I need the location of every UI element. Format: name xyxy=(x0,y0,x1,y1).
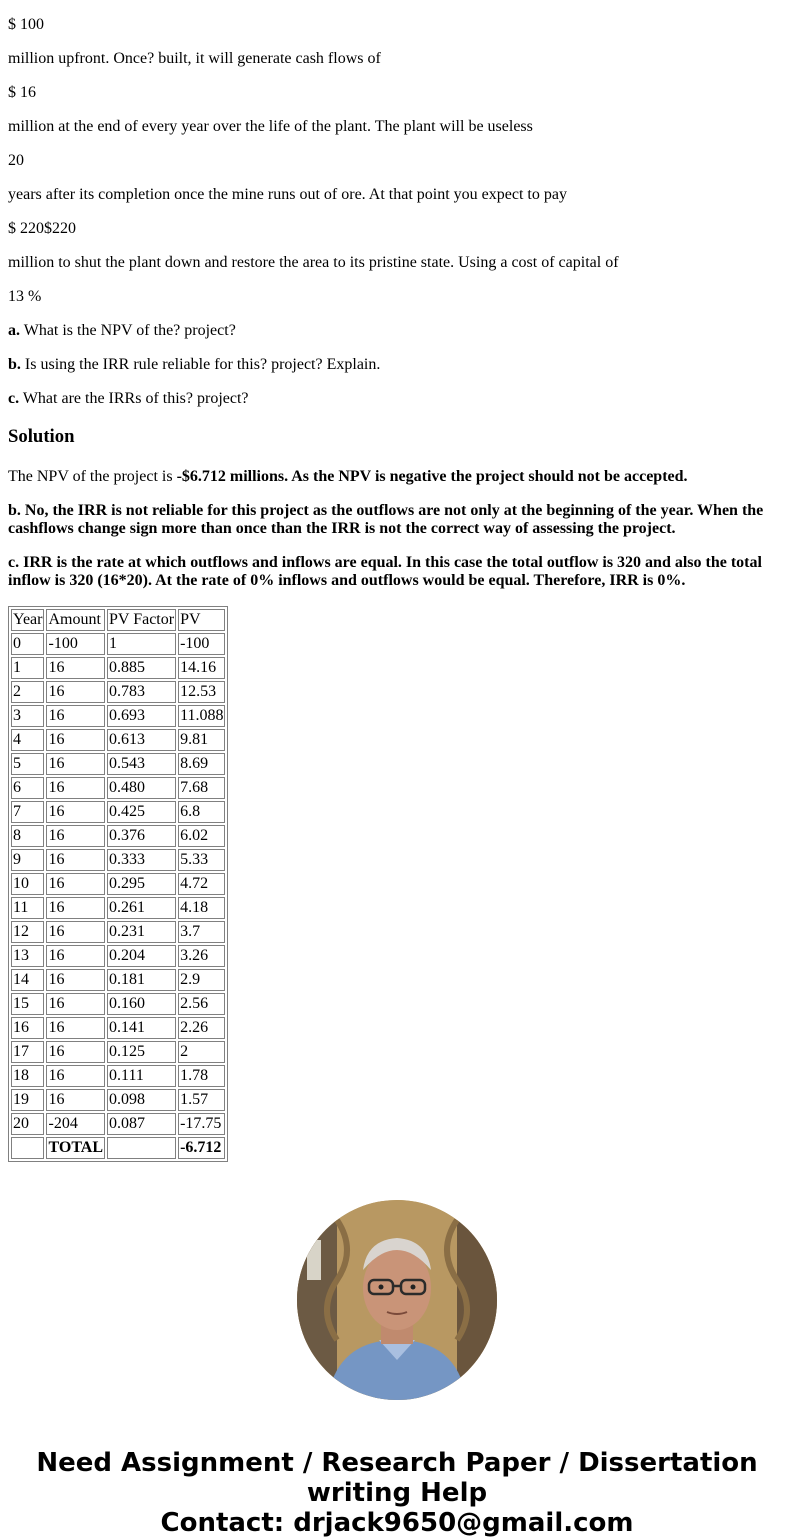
question-b xyxy=(8,356,786,374)
table-cell: 4.18 xyxy=(178,897,225,919)
table-total-row xyxy=(11,1137,225,1159)
table-cell: 16 xyxy=(46,705,105,727)
table-cell: 6.8 xyxy=(178,801,225,823)
table-row xyxy=(11,1017,225,1039)
author-photo-illustration xyxy=(297,1200,497,1400)
table-cell: 11 xyxy=(11,897,44,919)
table-cell: 12 xyxy=(11,921,44,943)
problem-line: $ 220$220 xyxy=(8,220,76,237)
table-row xyxy=(11,729,225,751)
question-text: Is using the IRR rule reliable for this? project? Explain. xyxy=(20,356,381,373)
table-cell: 0.333 xyxy=(107,849,176,871)
table-cell: 12.53 xyxy=(178,681,225,703)
table-cell: 2.9 xyxy=(178,969,225,991)
table-cell: 16 xyxy=(46,801,105,823)
answer-b-text: b. No, the IRR is not reliable for this project as the outflows are not only at the beginning of the year. When the cashflows change sign more than once than the IRR is not the correct way of assessing the project. xyxy=(8,502,764,537)
table-cell: 2.56 xyxy=(178,993,225,1015)
table-cell: 6 xyxy=(11,777,44,799)
table-cell: -204 xyxy=(46,1113,105,1135)
table-row xyxy=(11,753,225,775)
table-cell: 9.81 xyxy=(178,729,225,751)
table-cell: 0.160 xyxy=(107,993,176,1015)
problem-line: million upfront. Once? built, it will generate cash flows of xyxy=(8,50,381,67)
table-cell: 16 xyxy=(46,969,105,991)
table-cell: 7 xyxy=(11,801,44,823)
table-row xyxy=(11,873,225,895)
table-cell: TOTAL xyxy=(46,1137,105,1159)
table-cell: 16 xyxy=(46,1065,105,1087)
table-cell: -17.75 xyxy=(178,1113,225,1135)
table-cell: 16 xyxy=(46,897,105,919)
table-cell: 16 xyxy=(11,1017,44,1039)
table-cell: 16 xyxy=(46,1017,105,1039)
pv-table xyxy=(8,606,228,1162)
table-cell: 16 xyxy=(46,921,105,943)
table-cell: 0.376 xyxy=(107,825,176,847)
answer-b xyxy=(8,502,786,538)
table-cell: 16 xyxy=(46,993,105,1015)
table-row xyxy=(11,633,225,655)
table-cell: 2 xyxy=(11,681,44,703)
answer-a-bold: -$6.712 millions. As the NPV is negative the project should not be accepted. xyxy=(176,468,688,485)
answer-a-prefix: The NPV of the project is xyxy=(8,468,177,485)
table-cell: PV xyxy=(178,609,225,631)
table-cell: 13 xyxy=(11,945,44,967)
table-row xyxy=(11,1089,225,1111)
question-a xyxy=(8,322,786,340)
table-cell: 0.261 xyxy=(107,897,176,919)
footer-line: Need Assignment / Research Paper / Dissertation xyxy=(36,1448,758,1478)
table-row xyxy=(11,993,225,1015)
table-cell: 8.69 xyxy=(178,753,225,775)
table-cell: 5.33 xyxy=(178,849,225,871)
solution-body xyxy=(8,468,786,590)
table-cell: 17 xyxy=(11,1041,44,1063)
table-cell: 0.613 xyxy=(107,729,176,751)
table-cell: 0.204 xyxy=(107,945,176,967)
table-cell: 16 xyxy=(46,873,105,895)
table-cell: 0.141 xyxy=(107,1017,176,1039)
table-row xyxy=(11,921,225,943)
table-cell: -100 xyxy=(46,633,105,655)
answer-c-text: c. IRR is the rate at which outflows and inflows are equal. In this case the total outflow is 320 and also the total inflow is 320 (16*20). At the rate of 0% inflows and outflows would be equal. Therefore, IRR is 0%. xyxy=(8,554,762,589)
author-avatar-container xyxy=(0,1200,794,1400)
table-row xyxy=(11,705,225,727)
table-cell: 0.480 xyxy=(107,777,176,799)
table-cell: 0.098 xyxy=(107,1089,176,1111)
footer-line: writing Help xyxy=(306,1478,488,1508)
question-label: a. xyxy=(8,322,20,339)
table-cell: 3.26 xyxy=(178,945,225,967)
table-cell: 16 xyxy=(46,825,105,847)
table-cell: 1 xyxy=(107,633,176,655)
table-cell: 16 xyxy=(46,849,105,871)
table-cell: 4.72 xyxy=(178,873,225,895)
table-cell: 14.16 xyxy=(178,657,225,679)
table-cell: 16 xyxy=(46,753,105,775)
table-row xyxy=(11,849,225,871)
question-text: What is the NPV of the? project? xyxy=(20,322,236,339)
table-cell: 16 xyxy=(46,1089,105,1111)
table-cell: 19 xyxy=(11,1089,44,1111)
table-cell: 2 xyxy=(178,1041,225,1063)
table-cell: 14 xyxy=(11,969,44,991)
table-cell: 1.78 xyxy=(178,1065,225,1087)
question-c xyxy=(8,390,786,408)
table-row xyxy=(11,945,225,967)
table-cell: 16 xyxy=(46,657,105,679)
problem-line: 13 % xyxy=(8,288,42,305)
table-cell: 16 xyxy=(46,777,105,799)
table-header-row xyxy=(11,609,225,631)
table-cell: 1.57 xyxy=(178,1089,225,1111)
table-cell: 18 xyxy=(11,1065,44,1087)
problem-line: million at the end of every year over the life of the plant. The plant will be useless xyxy=(8,118,533,135)
table-cell: 0.783 xyxy=(107,681,176,703)
table-cell: 0.087 xyxy=(107,1113,176,1135)
answer-c xyxy=(8,554,786,590)
document-body xyxy=(0,16,794,1162)
table-cell: 8 xyxy=(11,825,44,847)
table-cell: 0 xyxy=(11,633,44,655)
table-cell: Amount xyxy=(46,609,105,631)
table-cell: 4 xyxy=(11,729,44,751)
table-cell: 1 xyxy=(11,657,44,679)
table-row xyxy=(11,969,225,991)
table-cell: -100 xyxy=(178,633,225,655)
table-row xyxy=(11,1065,225,1087)
solution-heading: Solution xyxy=(8,426,75,447)
problem-line: million to shut the plant down and restore the area to its pristine state. Using a cost of capital of xyxy=(8,254,619,271)
problem-line: $ 16 xyxy=(8,84,36,101)
table-cell: 2.26 xyxy=(178,1017,225,1039)
author-avatar xyxy=(297,1200,497,1400)
table-row xyxy=(11,1113,225,1135)
table-cell xyxy=(107,1137,176,1159)
table-row xyxy=(11,801,225,823)
table-cell: 5 xyxy=(11,753,44,775)
table-cell: 7.68 xyxy=(178,777,225,799)
table-cell: 0.425 xyxy=(107,801,176,823)
table-cell: 9 xyxy=(11,849,44,871)
table-cell: 20 xyxy=(11,1113,44,1135)
answer-a xyxy=(8,468,786,486)
table-cell: 0.181 xyxy=(107,969,176,991)
table-cell: 16 xyxy=(46,729,105,751)
table-cell: 0.231 xyxy=(107,921,176,943)
table-cell: 10 xyxy=(11,873,44,895)
table-cell: 16 xyxy=(46,681,105,703)
question-text: What are the IRRs of this? project? xyxy=(19,390,249,407)
footer-contact: Contact: drjack9650@gmail.com xyxy=(160,1508,634,1538)
question-label: c. xyxy=(8,390,20,407)
table-cell: 0.693 xyxy=(107,705,176,727)
table-cell: 0.111 xyxy=(107,1065,176,1087)
footer-promo xyxy=(0,1448,794,1538)
table-cell: 11.088 xyxy=(178,705,225,727)
table-row xyxy=(11,657,225,679)
question-label: b. xyxy=(8,356,21,373)
table-cell: 6.02 xyxy=(178,825,225,847)
table-row xyxy=(11,825,225,847)
table-cell xyxy=(11,1137,44,1159)
problem-line: $ 100 xyxy=(8,16,44,33)
pv-table-body xyxy=(11,609,225,1159)
table-cell: -6.712 xyxy=(178,1137,225,1159)
table-cell: Year xyxy=(11,609,44,631)
table-cell: 0.543 xyxy=(107,753,176,775)
problem-line: years after its completion once the mine runs out of ore. At that point you expect to pay xyxy=(8,186,567,203)
table-cell: PV Factor xyxy=(107,609,176,631)
table-cell: 16 xyxy=(46,945,105,967)
table-row xyxy=(11,777,225,799)
table-cell: 3 xyxy=(11,705,44,727)
table-cell: 15 xyxy=(11,993,44,1015)
problem-line: 20 xyxy=(8,152,24,169)
table-cell: 0.125 xyxy=(107,1041,176,1063)
table-row xyxy=(11,681,225,703)
table-cell: 0.885 xyxy=(107,657,176,679)
table-row xyxy=(11,1041,225,1063)
problem-statement xyxy=(8,16,786,408)
table-cell: 0.295 xyxy=(107,873,176,895)
table-row xyxy=(11,897,225,919)
table-cell: 3.7 xyxy=(178,921,225,943)
table-cell: 16 xyxy=(46,1041,105,1063)
